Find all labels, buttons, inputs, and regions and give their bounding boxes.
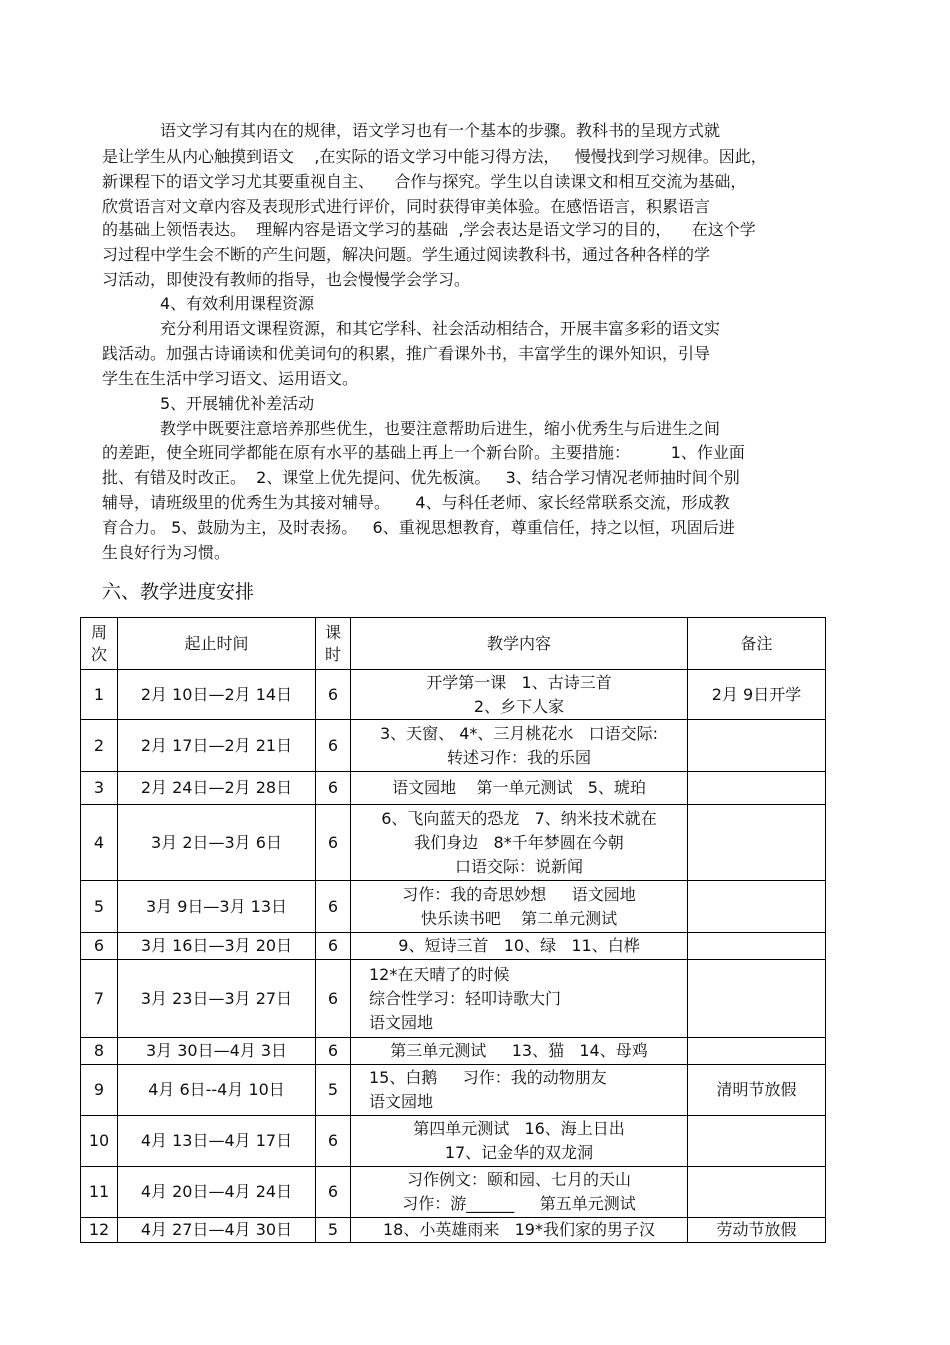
content-line: 语文园地 第一单元测试 5、琥珀 [392, 778, 646, 797]
cell-dates: 3月 9日—3月 13日 [118, 881, 316, 933]
cell-hours: 6 [316, 772, 351, 805]
schedule-table [80, 617, 826, 1243]
subheading-resources: 4、有效利用课程资源 [160, 294, 315, 313]
content-line: 第三单元测试 13、猫 14、母鸡 [390, 1041, 648, 1060]
cell-note: 劳动节放假 [688, 1218, 826, 1243]
cell-hours: 6 [316, 960, 351, 1038]
paragraph-line: 欣赏语言对文章内容及表现形式进行评价，同时获得审美体验。在感悟语言，积累语言 [102, 197, 711, 216]
content-line: 6、飞向蓝天的恐龙 7、纳米技术就在 [381, 808, 657, 828]
cell-note [688, 772, 826, 805]
cell-dates: 3月 16日—3月 20日 [118, 933, 316, 960]
cell-hours: 5 [316, 1218, 351, 1243]
paragraph-line: 新课程下的语文学习尤其要重视自主、 合作与探究。学生以自读课文和相互交流为基础， [102, 172, 747, 191]
table-row [81, 881, 826, 933]
cell-dates: 4月 20日—4月 24日 [118, 1167, 316, 1218]
cell-content [351, 670, 688, 720]
content-line: 12*在天晴了的时候 [369, 964, 510, 984]
paragraph-line: 批、有错及时改正。 2、课堂上优先提问、优先板演。 3、结合学习情况老师抽时间个别 [102, 468, 740, 487]
content-line: 开学第一课 1、古诗三首 [426, 672, 612, 692]
table-row [81, 720, 826, 772]
table-row [81, 933, 826, 960]
paragraph-line: 语文学习有其内在的规律，语文学习也有一个基本的步骤。教科书的呈现方式就 [160, 121, 721, 140]
cell-dates: 3月 2日—3月 6日 [118, 805, 316, 881]
content-line: 习作例文：颐和园、七月的天山 [406, 1170, 631, 1189]
cell-note: 2月 9日开学 [688, 670, 826, 720]
cell-note [688, 1167, 826, 1218]
table-row [81, 1065, 826, 1116]
cell-dates: 2月 17日—2月 21日 [118, 720, 316, 772]
table-row [81, 1167, 826, 1218]
cell-note [688, 720, 826, 772]
cell-week: 10 [81, 1116, 118, 1167]
cell-week: 7 [81, 960, 118, 1038]
paragraph-line: 育合力。 5、鼓励为主，及时表扬。 6、重视思想教育，尊重信任，持之以恒，巩固后进 [102, 518, 735, 537]
header-note: 备注 [688, 618, 826, 670]
header-dates: 起止时间 [118, 618, 316, 670]
cell-hours: 6 [316, 670, 351, 720]
cell-hours: 6 [316, 805, 351, 881]
content-line: 综合性学习：轻叩诗歌大门 [369, 988, 562, 1008]
cell-content [351, 1167, 688, 1218]
cell-hours: 5 [316, 1065, 351, 1116]
cell-dates: 2月 10日—2月 14日 [118, 670, 316, 720]
cell-content [351, 1065, 688, 1116]
cell-content [351, 881, 688, 933]
content-line: 3、天窗、 4*、三月桃花水 口语交际: [379, 723, 659, 743]
content-line: 习作：我的奇思妙想 语文园地 [402, 884, 636, 904]
cell-dates: 4月 6日--4月 10日 [118, 1065, 316, 1116]
cell-note [688, 933, 826, 960]
cell-dates: 3月 23日—3月 27日 [118, 960, 316, 1038]
cell-week: 12 [81, 1218, 118, 1243]
paragraph-line: 是让学生从内心触摸到语文 ,在实际的语文学习中能习得方法， 慢慢找到学习规律。因此， [102, 147, 767, 166]
cell-content [351, 933, 688, 960]
cell-week: 3 [81, 772, 118, 805]
content-line: 18、小英雄雨来 19*我们家的男子汉 [383, 1220, 655, 1239]
content-line: 习作：游______ 第五单元测试 [402, 1194, 636, 1213]
header-content: 教学内容 [351, 618, 688, 670]
paragraph-line: 教学中既要注意培养那些优生，也要注意帮助后进生，缩小优秀生与后进生之间 [160, 419, 721, 438]
cell-week: 8 [81, 1038, 118, 1065]
table-row [81, 1218, 826, 1243]
cell-content [351, 1038, 688, 1065]
cell-note [688, 960, 826, 1038]
paragraph-line: 充分利用语文课程资源，和其它学科、社会活动相结合，开展丰富多彩的语文实 [160, 319, 721, 338]
section-heading: 六、教学进度安排 [102, 581, 255, 603]
cell-note [688, 1038, 826, 1065]
table-row [81, 960, 826, 1038]
header-week: 周 次 [81, 618, 118, 670]
cell-week: 1 [81, 670, 118, 720]
table-row [81, 772, 826, 805]
cell-note: 清明节放假 [688, 1065, 826, 1116]
cell-note [688, 881, 826, 933]
cell-dates: 3月 30日—4月 3日 [118, 1038, 316, 1065]
cell-week: 5 [81, 881, 118, 933]
paragraph-line: 习活动，即使没有教师的指导，也会慢慢学会学习。 [102, 270, 471, 289]
cell-hours: 6 [316, 1167, 351, 1218]
cell-content [351, 1218, 688, 1243]
cell-hours: 6 [316, 720, 351, 772]
cell-note [688, 1116, 826, 1167]
paragraph-line: 习过程中学生会不断的产生问题，解决问题。学生通过阅读教科书，通过各种各样的学 [102, 245, 711, 264]
cell-week: 11 [81, 1167, 118, 1218]
cell-content [351, 805, 688, 881]
table-header-row [81, 618, 826, 670]
content-line: 第四单元测试 16、海上日出 [413, 1119, 625, 1138]
paragraph-line: 践活动。加强古诗诵读和优美词句的积累，推广看课外书，丰富学生的课外知识，引导 [102, 344, 711, 363]
cell-week: 2 [81, 720, 118, 772]
cell-week: 6 [81, 933, 118, 960]
table-row [81, 670, 826, 720]
content-line: 17、记金华的双龙洞 [444, 1143, 594, 1162]
header-hours: 课 时 [316, 618, 351, 670]
table-row [81, 1038, 826, 1065]
cell-dates: 4月 27日—4月 30日 [118, 1218, 316, 1243]
table-row [81, 1116, 826, 1167]
paragraph-line: 的基础上领悟表达。 理解内容是语文学习的基础 ,学会表达是语文学习的目的， 在这个学 [102, 220, 756, 239]
cell-hours: 6 [316, 1116, 351, 1167]
cell-hours: 6 [316, 933, 351, 960]
table-row [81, 805, 826, 881]
paragraph-line: 学生在生活中学习语文、运用语文。 [102, 369, 359, 388]
cell-content [351, 772, 688, 805]
content-line: 15、白鹅 习作：我的动物朋友 [369, 1068, 607, 1087]
cell-week: 9 [81, 1065, 118, 1116]
content-line: 转述习作：我的乐园 [446, 747, 591, 767]
content-line: 2、乡下人家 [473, 696, 565, 716]
cell-content [351, 960, 688, 1038]
cell-week: 4 [81, 805, 118, 881]
paragraph-line: 生良好行为习惯。 [102, 543, 231, 562]
cell-dates: 4月 13日—4月 17日 [118, 1116, 316, 1167]
cell-note [688, 805, 826, 881]
subheading-tutoring: 5、开展辅优补差活动 [160, 394, 315, 413]
cell-hours: 6 [316, 1038, 351, 1065]
content-line: 语文园地 [369, 1012, 434, 1032]
content-line: 快乐读书吧 第二单元测试 [420, 908, 618, 928]
cell-dates: 2月 24日—2月 28日 [118, 772, 316, 805]
content-line: 9、短诗三首 10、绿 11、白桦 [398, 936, 640, 955]
cell-content [351, 720, 688, 772]
cell-content [351, 1116, 688, 1167]
content-line: 语文园地 [369, 1092, 434, 1111]
content-line: 我们身边 8*千年梦圆在今朝 [414, 832, 624, 852]
paragraph-line: 的差距，使全班同学都能在原有水平的基础上再上一个新台阶。主要措施： 1、作业面 [102, 443, 745, 462]
cell-hours: 6 [316, 881, 351, 933]
paragraph-line: 辅导，请班级里的优秀生为其接对辅导。 4、与科任老师、家长经常联系交流，形成教 [102, 493, 730, 512]
content-line: 口语交际：说新闻 [454, 856, 583, 876]
